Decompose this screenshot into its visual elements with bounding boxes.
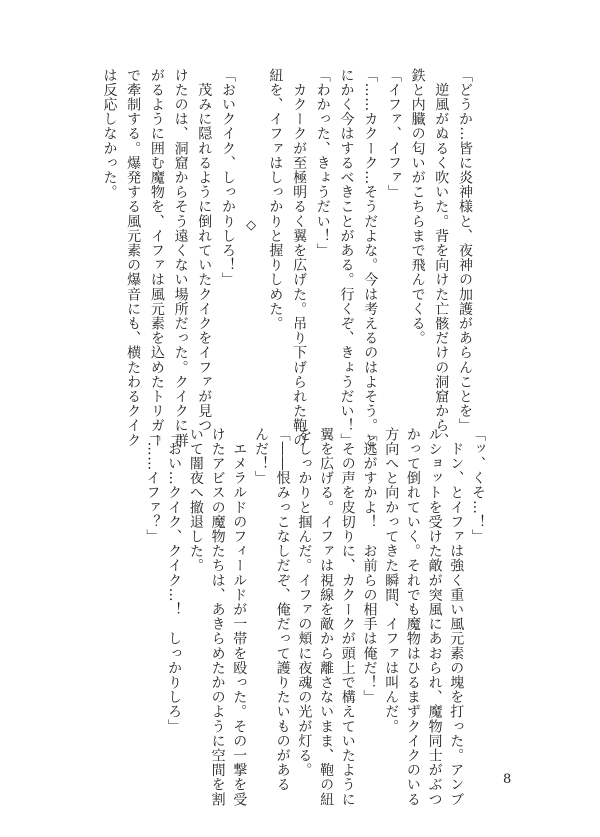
text-line: 「イファ、イファ」 bbox=[385, 68, 402, 200]
text-line: で牽制する。爆発する風元素の爆音にも、横たわるクイク bbox=[125, 68, 142, 448]
text-line: 紐を、イファはしっかりと握りしめた。 bbox=[267, 68, 284, 331]
scene-break-diamond: ◇ bbox=[243, 218, 259, 234]
text-line: ルショットを受けた敵が突風にあおられ、魔物同士がぶつ bbox=[426, 427, 443, 807]
page-number: 8 bbox=[503, 772, 512, 787]
text-line: 「逃がすかよ！ お前らの相手は俺だ！」 bbox=[361, 427, 378, 705]
text-line: をしっかりと掴んだ。イファの頬に夜魂の光が灯る。 bbox=[296, 427, 313, 778]
text-line: けたアビスの魔物たちは、あきらめたかのように空間を割 bbox=[209, 427, 226, 807]
text-line: 茂みに隠れるように倒れていたクイクをイファが見つ bbox=[196, 68, 213, 433]
text-line: がるように囲む魔物を、イファは風元素を込めたトリガー bbox=[148, 68, 165, 448]
text-line: 鉄と内臓の匂いがこちらまで飛んでくる。 bbox=[409, 68, 426, 346]
text-line: 「どうか…皆に炎神様と、夜神の加護があらんことを」 bbox=[457, 68, 473, 433]
text-line: 「おいクイク、しっかりしろ！」 bbox=[219, 68, 236, 287]
lower-text-block bbox=[141, 427, 488, 807]
text-line: その声を皮切りに、カクークが頭上で構えていたように bbox=[339, 427, 356, 807]
text-line: かって倒れていく。それでも魔物はひるまずクイクのいる bbox=[404, 427, 421, 807]
text-line: エメラルドのフィールドが一帯を殴った。その一撃を受 bbox=[231, 427, 248, 807]
text-line: カクークが至極明るく翼を広げた。吊り下げられた鞄の bbox=[291, 68, 308, 448]
text-line: 「ッ、くそ…！」 bbox=[470, 427, 486, 544]
text-line: 「わかった、きょうだい！」 bbox=[314, 68, 331, 258]
text-line: いて闇夜へ撤退した。 bbox=[187, 427, 204, 573]
text-line: ドン、とイファは強く重い風元素の塊を打った。アンブ bbox=[448, 427, 465, 807]
text-line: 「――恨みっこなしだぞ、俺だって護りたいものがある bbox=[274, 427, 291, 792]
text-line: 「……カクーク…そうだよな。今は考えるのはよそう。と bbox=[362, 68, 379, 448]
text-line: にかく今はするべきことがある。行くぞ、きょうだい！」 bbox=[338, 68, 355, 448]
text-line: 逆風がぬるく吹いた。背を向けた亡骸だけの洞窟から、 bbox=[433, 68, 450, 448]
text-line: 「……イファ？」 bbox=[144, 427, 161, 544]
text-line: んだ！」 bbox=[252, 427, 269, 486]
text-line: は反応しなかった。 bbox=[101, 68, 118, 200]
text-line: 翼を広げる。イファは視線を敵から離さないまま、鞄の紐 bbox=[318, 427, 335, 807]
upper-text-block bbox=[97, 68, 476, 448]
text-line: 「おい…クイク、クイク…！ しっかりしろ」 bbox=[166, 427, 183, 734]
text-line: けたのは、洞窟からそう遠くない場所だった。クイクに群 bbox=[172, 68, 189, 448]
text-line: 方向へと向かってきた瞬間、イファは叫んだ。 bbox=[383, 427, 400, 734]
